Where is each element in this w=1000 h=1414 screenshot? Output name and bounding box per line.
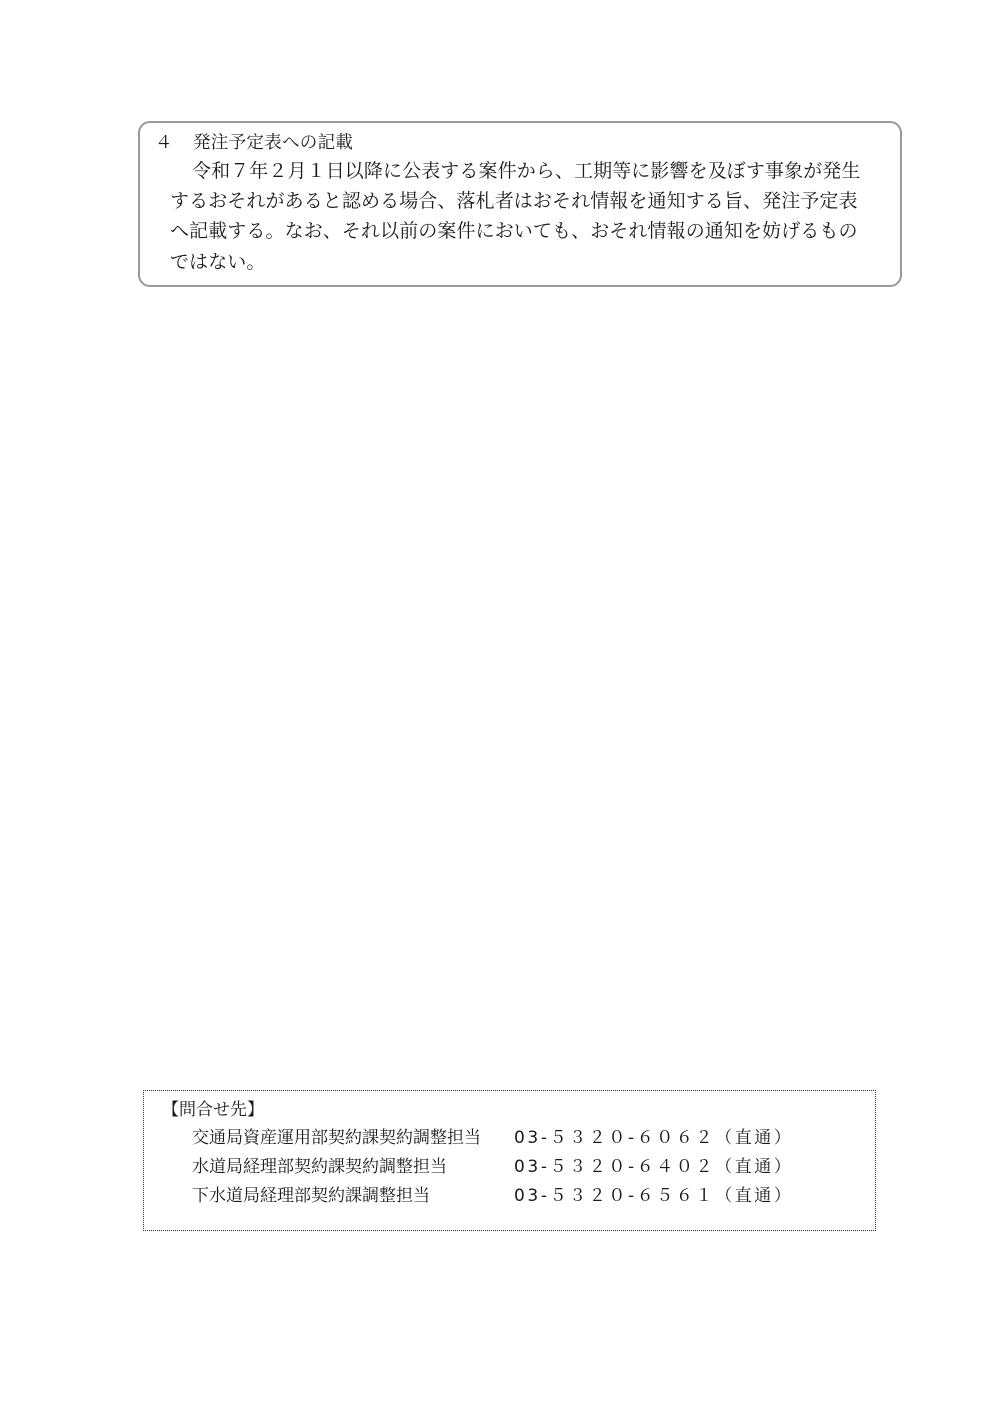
contact-department-1: 交通局資産運用部契約課契約調整担当: [192, 1128, 481, 1148]
body-line-2: するおそれがあると認める場合、落札者はおそれ情報を通知する旨、発注予定表: [170, 190, 858, 212]
contact-heading: 【問合せ先】: [162, 1100, 264, 1120]
section-heading: [155, 131, 353, 155]
section-title: 発注予定表への記載: [193, 133, 354, 153]
contact-department-2: 水道局経理部契約課契約調整担当: [192, 1157, 447, 1177]
body-line-4: ではない。: [170, 251, 266, 273]
section-number: ４: [155, 133, 173, 153]
contact-department-3: 下水道局経理部契約課調整担当: [192, 1186, 430, 1206]
body-line-1: 令和７年２月１日以降に公表する案件から、工期等に影響を及ぼす事象が発生: [192, 160, 861, 182]
contact-phone-1: 03-５３２０-６０６２（直通）: [514, 1128, 794, 1148]
body-line-3: へ記載する。なお、それ以前の案件においても、おそれ情報の通知を妨げるもの: [170, 220, 858, 242]
contact-phone-2: 03-５３２０-６４０２（直通）: [514, 1157, 794, 1177]
contact-phone-3: 03-５３２０-６５６１（直通）: [514, 1186, 794, 1206]
